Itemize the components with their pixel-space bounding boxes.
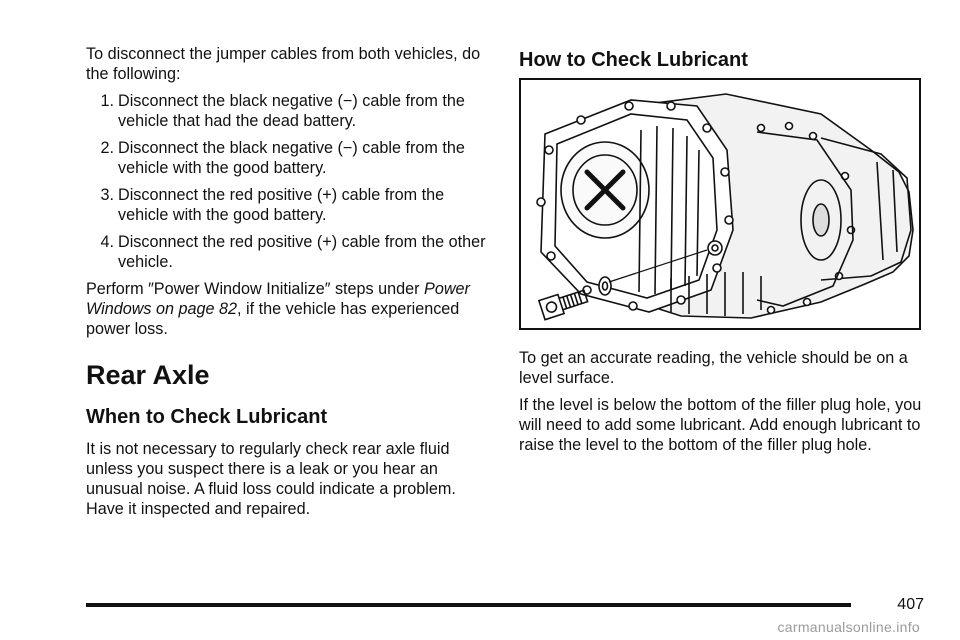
- step-text: Disconnect the red positive (+) cable from the other vehicle.: [118, 233, 486, 271]
- list-item: [86, 185, 496, 225]
- step-list: [86, 91, 496, 272]
- right-column: [519, 44, 929, 455]
- footer-rule: [86, 603, 851, 607]
- page-number: 407: [897, 596, 924, 613]
- watermark: carmanualsonline.info: [777, 619, 920, 635]
- list-item: [86, 91, 496, 131]
- step-number: 2.: [100, 139, 114, 157]
- subsection-text: It is not necessary to regularly check rear axle fluid unless you suspect there is a leak or you hear an unusual noise. A fluid loss could indicate a problem. Have it inspected and repaired.: [86, 440, 456, 518]
- add-lubricant-text: If the level is below the bottom of the filler plug hole, you will need to add some lubricant. Add enough lubricant to raise the level to the bottom of the filler plug hole.: [519, 396, 922, 454]
- rear-axle-illustration: [519, 78, 921, 330]
- list-item: [86, 232, 496, 272]
- perform-text-end: , if the vehicle has experienced power loss.: [86, 300, 460, 338]
- perform-paragraph: [86, 279, 496, 339]
- perform-text: Perform ″Power Window Initialize″ steps under: [86, 280, 425, 298]
- intro-text: To disconnect the jumper cables from both vehicles, do the following:: [86, 45, 481, 83]
- step-text: Disconnect the black negative (−) cable from the vehicle with the good battery.: [118, 139, 465, 177]
- power-windows-reference: Power Windows on page 82: [86, 280, 470, 318]
- left-column: [86, 44, 496, 519]
- step-text: Disconnect the black negative (−) cable from the vehicle that had the dead battery.: [118, 92, 465, 130]
- step-number: 3.: [100, 186, 114, 204]
- list-item: [86, 138, 496, 178]
- how-to-check-heading: How to Check Lubricant: [519, 49, 748, 71]
- step-text: Disconnect the red positive (+) cable from the vehicle with the good battery.: [118, 186, 445, 224]
- step-number: 1.: [100, 92, 114, 110]
- subsection-title: When to Check Lubricant: [86, 406, 328, 428]
- step-number: 4.: [100, 233, 114, 251]
- level-surface-text: To get an accurate reading, the vehicle should be on a level surface.: [519, 349, 908, 387]
- section-title: Rear Axle: [86, 360, 210, 390]
- rear-axle-drawing: [521, 80, 919, 328]
